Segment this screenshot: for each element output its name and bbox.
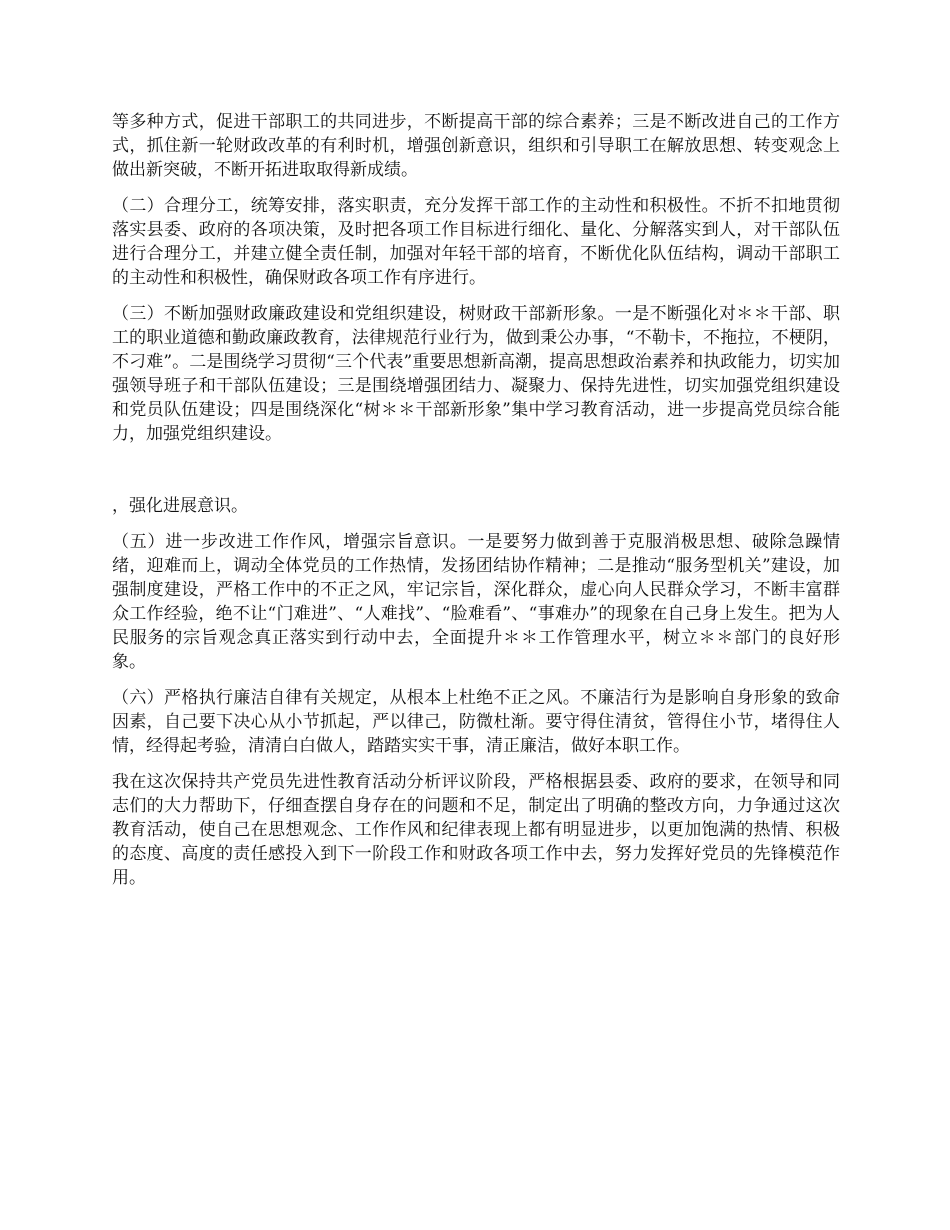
- document-body: [112, 110, 840, 890]
- paragraph-1: 等多种方式，促进干部职工的共同进步，不断提高干部的综合素养；三是不断改进自己的工作方式，抓住新一轮财政改革的有利时机，增强创新意识，组织和引导职工在解放思想、转变观念上做出新突破，不断开拓进取取得新成绩。: [112, 112, 840, 180]
- paragraph-4: ，强化进展意识。: [112, 496, 248, 516]
- paragraph-5: （五）进一步改进工作作风，增强宗旨意识。一是要努力做到善于克服消极思想、破除急躁情绪，迎难而上，调动全体党员的工作热情，发扬团结协作精神；二是推动“服务型机关”建设，加强制度建设，严格工作中的不正之风，牢记宗旨，深化群众，虚心向人民群众学习，不断丰富群众工作经验，绝不让“门难进”、“人难找”、“脸难看”、“事难办”的现象在自己身上发生。把为人民服务的宗旨观念真正落实到行动中去，全面提升＊＊工作管理水平，树立＊＊部门的良好形象。: [112, 532, 840, 672]
- paragraph-3: （三）不断加强财政廉政建设和党组织建设，树财政干部新形象。一是不断强化对＊＊干部、职工的职业道德和勤政廉政教育，法律规范行业行为，做到秉公办事，“不勒卡，不拖拉，不梗阴，不刁难”。二是围绕学习贯彻“三个代表”重要思想新高潮，提高思想政治素养和执政能力，切实加强领导班子和干部队伍建设；三是围绕增强团结力、凝聚力、保持先进性，切实加强党组织建设和党员队伍建设；四是围绕深化“树＊＊干部新形象”集中学习教育活动，进一步提高党员综合能力，加强党组织建设。: [112, 304, 840, 444]
- paragraph-6: （六）严格执行廉洁自律有关规定，从根本上杜绝不正之风。不廉洁行为是影响自身形象的致命因素，自己要下决心从小节抓起，严以律己，防微杜渐。要守得住清贫，管得住小节，堵得住人情，经得起考验，清清白白做人，踏踏实实干事，清正廉洁，做好本职工作。: [112, 688, 840, 756]
- paragraph-7: 我在这次保持共产党员先进性教育活动分析评议阶段，严格根据县委、政府的要求，在领导和同志们的大力帮助下，仔细查摆自身存在的问题和不足，制定出了明确的整改方向，力争通过这次教育活动，使自己在思想观念、工作作风和纪律表现上都有明显进步，以更加饱满的热情、积极的态度、高度的责任感投入到下一阶段工作和财政各项工作中去，努力发挥好党员的先锋模范作用。: [112, 772, 840, 888]
- blank-gap: [112, 446, 840, 494]
- paragraph-2: （二）合理分工，统筹安排，落实职责，充分发挥干部工作的主动性和积极性。不折不扣地贯彻落实县委、政府的各项决策，及时把各项工作目标进行细化、量化、分解落实到人，对干部队伍进行合理分工，并建立健全责任制，加强对年轻干部的培育，不断优化队伍结构，调动干部职工的主动性和积极性，确保财政各项工作有序进行。: [112, 196, 840, 288]
